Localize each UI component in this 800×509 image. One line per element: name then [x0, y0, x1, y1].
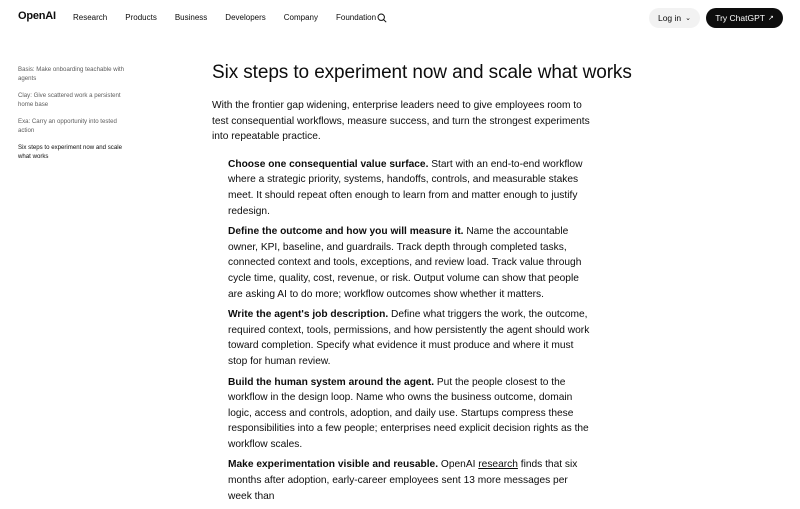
try-chatgpt-button[interactable] [706, 8, 783, 28]
step-heading: Choose one consequential value surface. [228, 158, 429, 170]
login-button[interactable] [649, 8, 700, 28]
step-text: Put the people closest to the workflow in the design loop. Name who owns the business outcome, domain logic, access and controls, adoption, and daily use. Startups compress these responsibilities into a few people; enterprises need explicit decision rights as the workflow scales. [228, 376, 589, 450]
step-heading: Write the agent's job description. [228, 309, 389, 321]
top-navigation-bar [0, 0, 800, 36]
nav-company[interactable]: Company [283, 13, 319, 22]
table-of-contents [18, 66, 128, 170]
nav-foundation[interactable]: Foundation [336, 13, 377, 22]
step-text: finds that six months after adoption, early-career employees sent 13 more messages per week than [228, 459, 578, 502]
intro-paragraph: With the frontier gap widening, enterprise leaders need to give employees room to test consequential workflows, measure success, and turn the strongest experiments into repeatable practice. [212, 100, 590, 143]
external-arrow-icon: ↗ [767, 15, 774, 22]
login-label: Log in [657, 13, 682, 23]
research-link[interactable]: research [478, 459, 518, 471]
toc-item-basis[interactable]: Basis: Make onboarding teachable with agents [18, 66, 125, 82]
step-heading: Define the outcome and how you will measure it. [228, 226, 464, 238]
list-item [228, 224, 592, 302]
steps-list [228, 157, 592, 504]
article-body [212, 60, 632, 509]
step-heading: Build the human system around the agent. [228, 376, 435, 388]
step-text: Start with an end-to-end workflow where a strategic priority, systems, handoffs, controls, and measurable stakes meet. It should repeat often enough to learn from and matter enough to justify redesign. [228, 158, 583, 217]
search-icon[interactable] [377, 13, 387, 23]
nav-developers[interactable]: Developers [225, 13, 266, 22]
step-text: Define what triggers the work, the outcome, required context, tools, permissions, and how persistently the agent should work toward completion. Specify what evidence it must produce and where it must stop for human review. [228, 309, 590, 367]
toc-item-clay[interactable]: Clay: Give scattered work a persistent home base [18, 92, 121, 108]
step-heading: Make experimentation visible and reusable. [228, 459, 439, 471]
list-item [228, 375, 592, 453]
main-nav [64, 12, 385, 24]
section-title: Six steps to experiment now and scale what works [212, 62, 632, 83]
nav-business[interactable]: Business [174, 13, 208, 22]
step-text: Name the accountable owner, KPI, baseline, and guardrails. Track depth through completed tasks, connected context and tools, exceptions, and review load. Track value through cycle time, quality, cost, revenue, or risk. Output volume can show that people are asking AI to do more; workflow outcomes show whether it matters. [228, 226, 582, 300]
step-text-prefix: OpenAI [438, 459, 479, 471]
nav-products[interactable]: Products [125, 13, 157, 22]
try-chatgpt-label: Try ChatGPT [715, 13, 765, 23]
nav-research[interactable]: Research [73, 13, 108, 22]
chevron-down-icon: ⌄ [685, 15, 692, 22]
list-item [228, 307, 592, 369]
list-item [228, 157, 592, 219]
openai-logo[interactable]: OpenAI [18, 10, 56, 22]
toc-item-six-steps[interactable]: Six steps to experiment now and scale what works [18, 144, 122, 160]
list-item [228, 457, 592, 504]
toc-item-exa[interactable]: Exa: Carry an opportunity into tested action [18, 118, 117, 134]
